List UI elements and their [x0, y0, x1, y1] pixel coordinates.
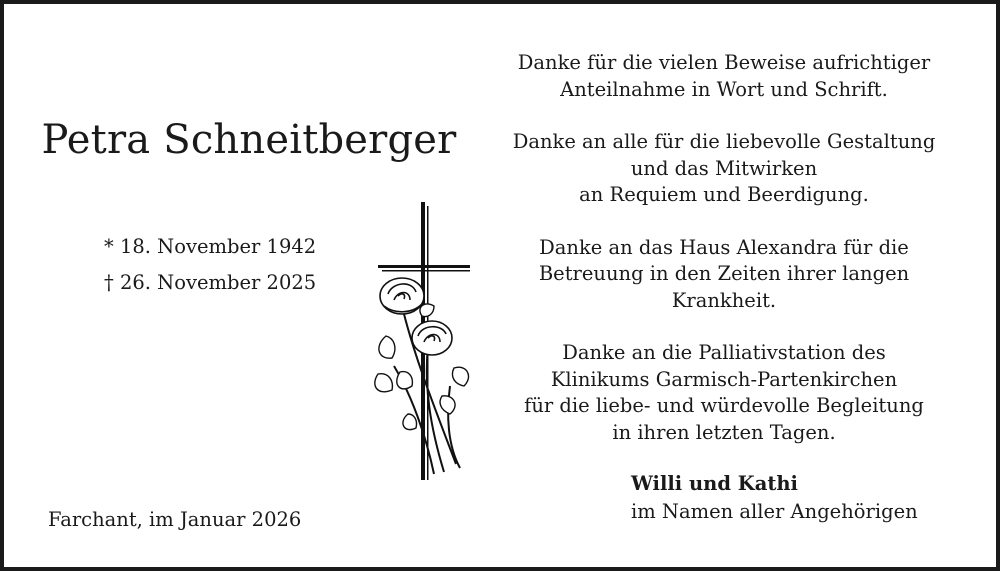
text-line: Anteilnahme in Wort und Schrift. [560, 77, 888, 101]
thanks-text [474, 50, 974, 472]
birth-date: * 18. November 1942 [104, 235, 317, 258]
place-date: Farchant, im Januar 2026 [48, 508, 302, 531]
text-line: Danke an alle für die liebevolle Gestaltung [512, 130, 936, 153]
text-line: Betreuung in den Zeiten ihrer langen [538, 262, 910, 285]
deceased-name: Petra Schneitberger [41, 117, 457, 163]
text-line: an Requiem und Beerdigung. [579, 183, 869, 206]
text-line: Klinikums Garmisch-Partenkirchen [550, 367, 898, 391]
thanks-paragraph [474, 129, 974, 209]
death-date: † 26. November 2025 [104, 271, 317, 294]
life-dates [104, 229, 316, 301]
text-line: Krankheit. [671, 288, 777, 312]
signature-subtitle: im Namen aller Angehörigen [631, 500, 918, 523]
text-line: Danke für die vielen Beweise aufrichtiger [517, 51, 931, 74]
thanks-paragraph [474, 340, 974, 446]
text-line: Danke an das Haus Alexandra für die [539, 235, 909, 259]
cross-with-roses-icon [364, 196, 484, 486]
text-line: Danke an die Palliativstation des [562, 341, 886, 364]
text-line: für die liebe- und würdevolle Begleitung [524, 394, 924, 417]
text-line: und das Mitwirken [630, 156, 818, 180]
signature-name: Willi und Kathi [631, 472, 798, 495]
thanks-paragraph [474, 50, 974, 103]
text-line: in ihren letzten Tagen. [612, 420, 836, 444]
signature-block [631, 470, 918, 526]
thanks-paragraph [474, 235, 974, 315]
